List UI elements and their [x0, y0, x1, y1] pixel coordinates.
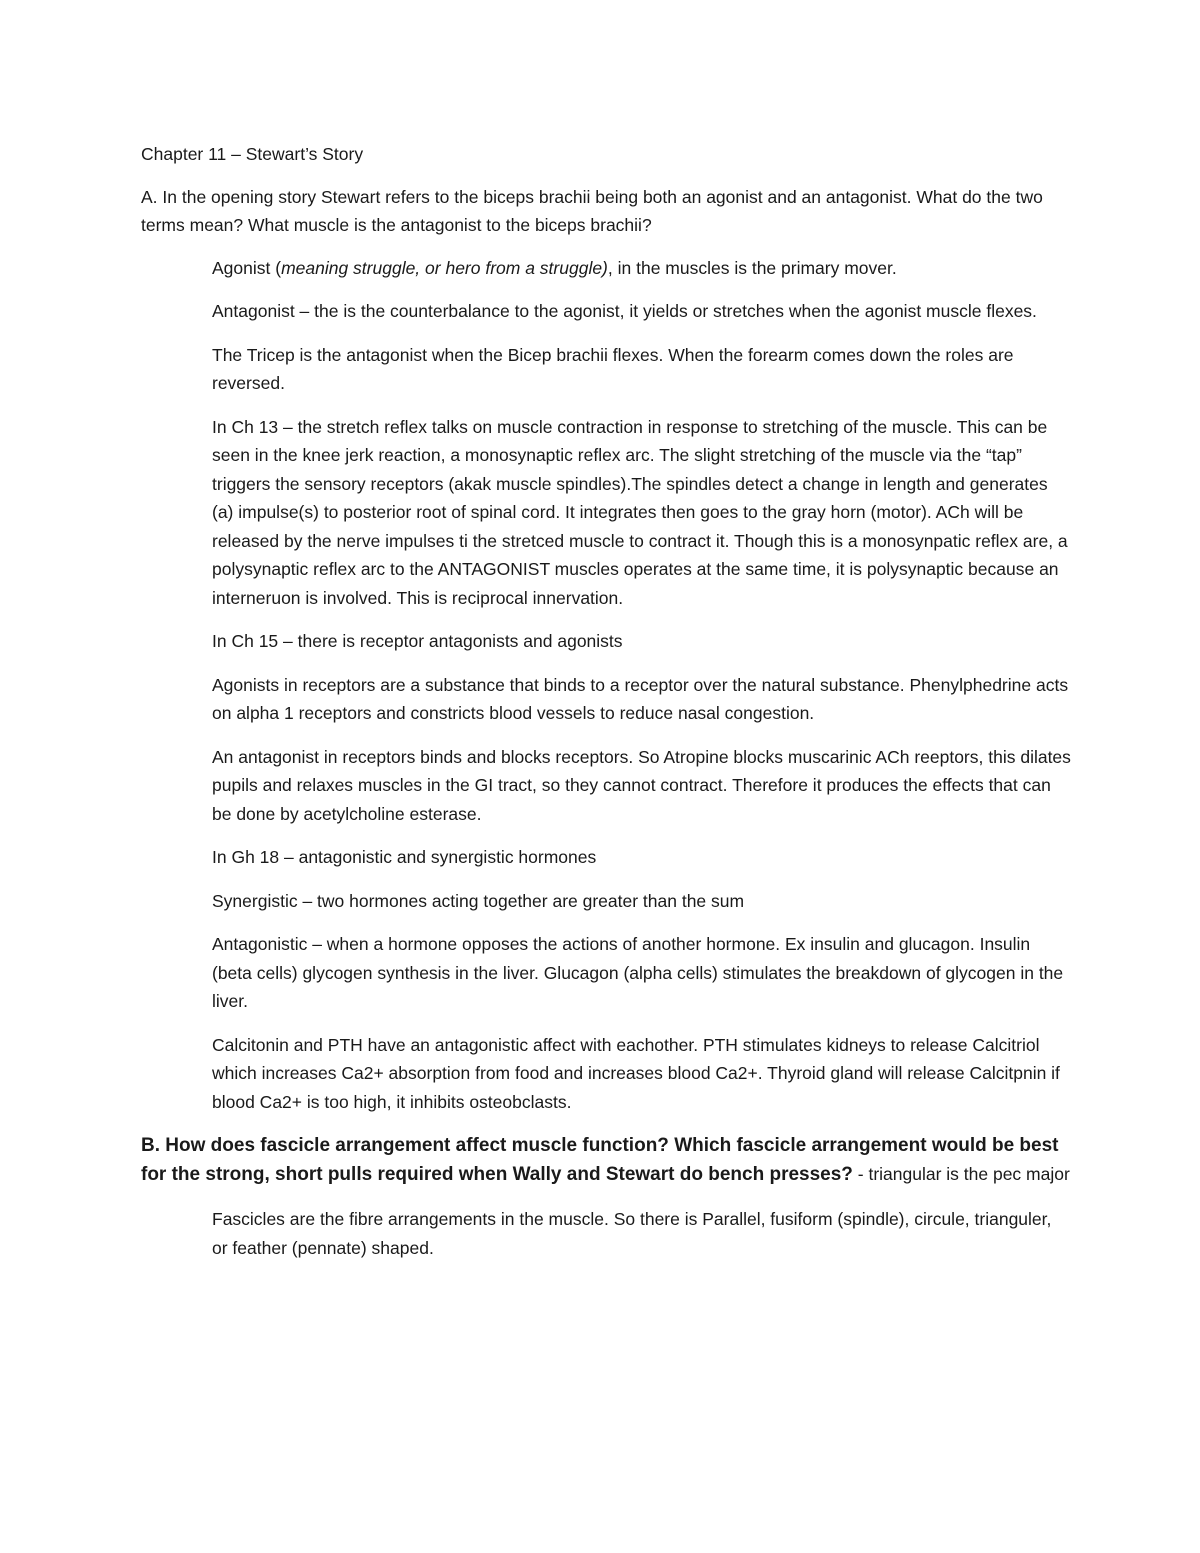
chapter-title: Chapter 11 – Stewart’s Story	[141, 144, 364, 164]
question-b-bold: B. How does fascicle arrangement affect muscle function? Which fascicle arrangement would be best for the strong, short pulls required when Wally and Stewart do bench presses?	[141, 1135, 1059, 1185]
agonist-italic: meaning struggle, or hero from a struggle)	[281, 257, 608, 278]
document-page	[141, 140, 1071, 1277]
ch18-heading: In Gh 18 – antagonistic and synergistic hormones	[212, 847, 597, 867]
antagonistic-paragraph: Antagonistic – when a hormone opposes the actions of another hormone. Ex insulin and glucagon. Insulin (beta cells) glycogen synthesis in the liver. Glucagon (alpha cells) stimulates the breakdown of glycogen in the liver.	[212, 934, 1064, 1011]
calcitonin-paragraph: Calcitonin and PTH have an antagonistic affect with eachother. PTH stimulates kidneys to release Calcitriol which increases Ca2+ absorption from food and increases blood Ca2+. Thyroid gland will release Calcitpnin if blood Ca2+ is too high, it inhibits osteobclasts.	[212, 1034, 1060, 1112]
receptor-antagonist-paragraph: An antagonist in receptors binds and blocks receptors. So Atropine blocks muscarinic ACh reeptors, this dilates pupils and relaxes muscles in the GI tract, so they cannot contract. Therefore it produces the effects that can be done by acetylcholine esterase.	[212, 746, 1071, 824]
stretch-reflex-paragraph: In Ch 13 – the stretch reflex talks on muscle contraction in response to stretching of the muscle. This can be seen in the knee jerk reaction, a monosynaptic reflex arc. The slight stretching of the muscle via the “tap” triggers the sensory receptors (akak muscle spindles).The spindles detect a change in length and generates (a) impulse(s) to posterior root of spinal cord. It integrates then goes to the gray horn (motor). ACh will be released by the nerve impulses ti the stretced muscle to contract it. Though this is a monosynpatic reflex are, a polysynaptic reflex arc to the ANTAGONIST muscles operates at the same time, it is polysynaptic because an interneruon is involved. This is reciprocal innervation.	[212, 416, 1068, 608]
synergistic-paragraph: Synergistic – two hormones acting together are greater than the sum	[212, 890, 745, 911]
agonist-prefix: Agonist (	[212, 257, 282, 278]
agonist-suffix: , in the muscles is the primary mover.	[607, 257, 897, 278]
fascicles-paragraph: Fascicles are the fibre arrangements in the muscle. So there is Parallel, fusiform (spindle), circule, trianguler, or feather (pennate) shaped.	[212, 1209, 1052, 1258]
question-b-answer-note: - triangular is the pec major	[852, 1164, 1070, 1184]
tricep-paragraph: The Tricep is the antagonist when the Bicep brachii flexes. When the forearm comes down the roles are reversed.	[212, 344, 1014, 393]
antagonist-paragraph: Antagonist – the is the counterbalance to the agonist, it yields or stretches when the agonist muscle flexes.	[212, 301, 1037, 321]
receptor-agonists-paragraph: Agonists in receptors are a substance that binds to a receptor over the natural substance. Phenylphedrine acts on alpha 1 receptors and constricts blood vessels to reduce nasal congestion.	[212, 674, 1069, 723]
ch15-heading: In Ch 15 – there is receptor antagonists and agonists	[212, 631, 623, 651]
question-a: A. In the opening story Stewart refers to the biceps brachii being both an agonist and an antagonist. What do the two terms mean? What muscle is the antagonist to the biceps brachii?	[141, 186, 1043, 235]
question-b	[141, 1131, 1071, 1189]
agonist-paragraph	[212, 254, 1071, 283]
